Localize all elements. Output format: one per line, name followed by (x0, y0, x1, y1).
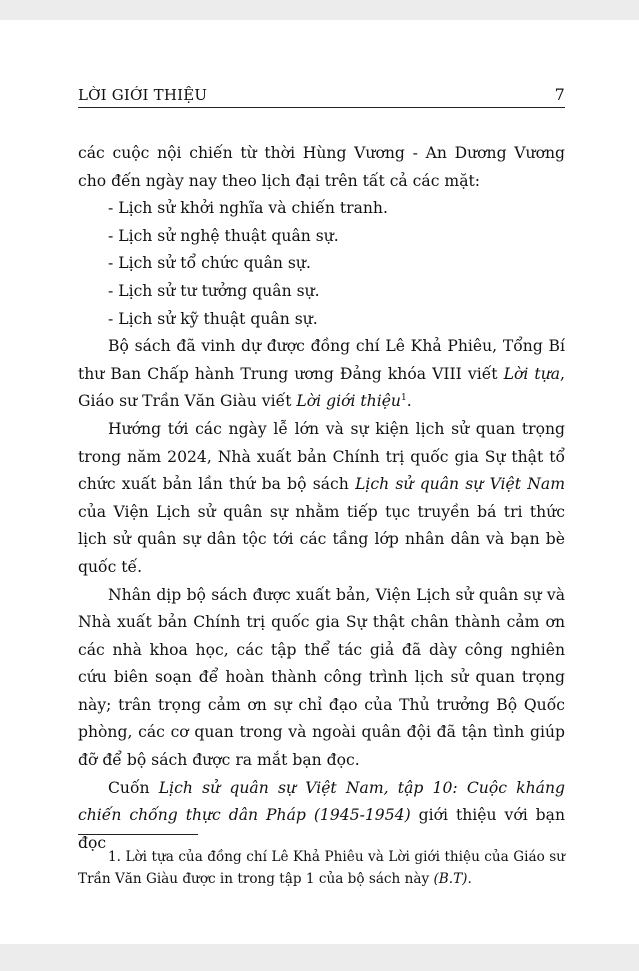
volume-title: Lịch sử quân sự Việt Nam, tập 10: Cuộc kháng chiến chống thực dân Pháp (1945-1954) (78, 778, 565, 825)
running-header (78, 83, 565, 108)
footnote-marker: 1 (400, 393, 407, 404)
list-item: - Lịch sử kỹ thuật quân sự. (108, 309, 318, 328)
book-page (0, 20, 639, 944)
footnote-separator (78, 834, 198, 835)
list-item: - Lịch sử nghệ thuật quân sự. (108, 226, 339, 245)
paragraph-4: Nhân dịp bộ sách được xuất bản, Viện Lịch sử quân sự và Nhà xuất bản Chính trị quốc gia Sự thật chân thành cảm ơn các nhà khoa học, các tập thể tác giả đã dày công nghiên cứu biên soạn để hoàn thành công trình lịch sử quan trọng này; trân trọng cảm ơn sự chỉ đạo của Thủ trưởng Bộ Quốc phòng, các cơ quan trong và ngoài quân đội đã tận tình giúp đỡ để bộ sách được ra mắt bạn đọc. (78, 585, 565, 770)
footnote: 1. Lời tựa của đồng chí Lê Khả Phiêu và Lời giới thiệu của Giáo sư Trần Văn Giàu được in trong tập 1 của bộ sách này (B.T). (78, 849, 565, 887)
paragraph-3: Hướng tới các ngày lễ lớn và sự kiện lịch sử quan trọng trong năm 2024, Nhà xuất bản Chính trị quốc gia Sự thật tổ chức xuất bản lần thứ ba bộ sách Lịch sử quân sự Việt Nam của Viện Lịch sử quân sự nhằm tiếp tục truyền bá tri thức lịch sử quân sự dân tộc tới các tầng lớp nhân dân và bạn bè quốc tế. (78, 419, 565, 576)
paragraph-1: các cuộc nội chiến từ thời Hùng Vương - An Dương Vương cho đến ngày nay theo lịch đại trên tất cả các mặt: (78, 144, 565, 190)
list-item: - Lịch sử tư tưởng quân sự. (108, 281, 320, 300)
title-loi-gioi-thieu: Lời giới thiệu (296, 392, 401, 411)
header-title: LỜI GIỚI THIỆU (78, 86, 208, 104)
title-loi-tua: Lời tựa (503, 364, 561, 383)
list-item: - Lịch sử khởi nghĩa và chiến tranh. (108, 199, 388, 218)
list-item: - Lịch sử tổ chức quân sự. (108, 254, 311, 273)
page-number: 7 (554, 85, 565, 104)
paragraph-2: Bộ sách đã vinh dự được đồng chí Lê Khả Phiêu, Tổng Bí thư Ban Chấp hành Trung ương Đảng khóa VIII viết Lời tựa, Giáo sư Trần Văn Giàu viết Lời giới thiệu$^1$. (78, 337, 565, 411)
footnote-abbrev: (B.T) (433, 871, 468, 887)
book-series-title: Lịch sử quân sự Việt Nam (355, 475, 565, 494)
body-text (78, 140, 565, 857)
paragraph-5: Cuốn Lịch sử quân sự Việt Nam, tập 10: Cuộc kháng chiến chống thực dân Pháp (1945-1954) giới thiệu với bạn đọc (78, 778, 566, 852)
